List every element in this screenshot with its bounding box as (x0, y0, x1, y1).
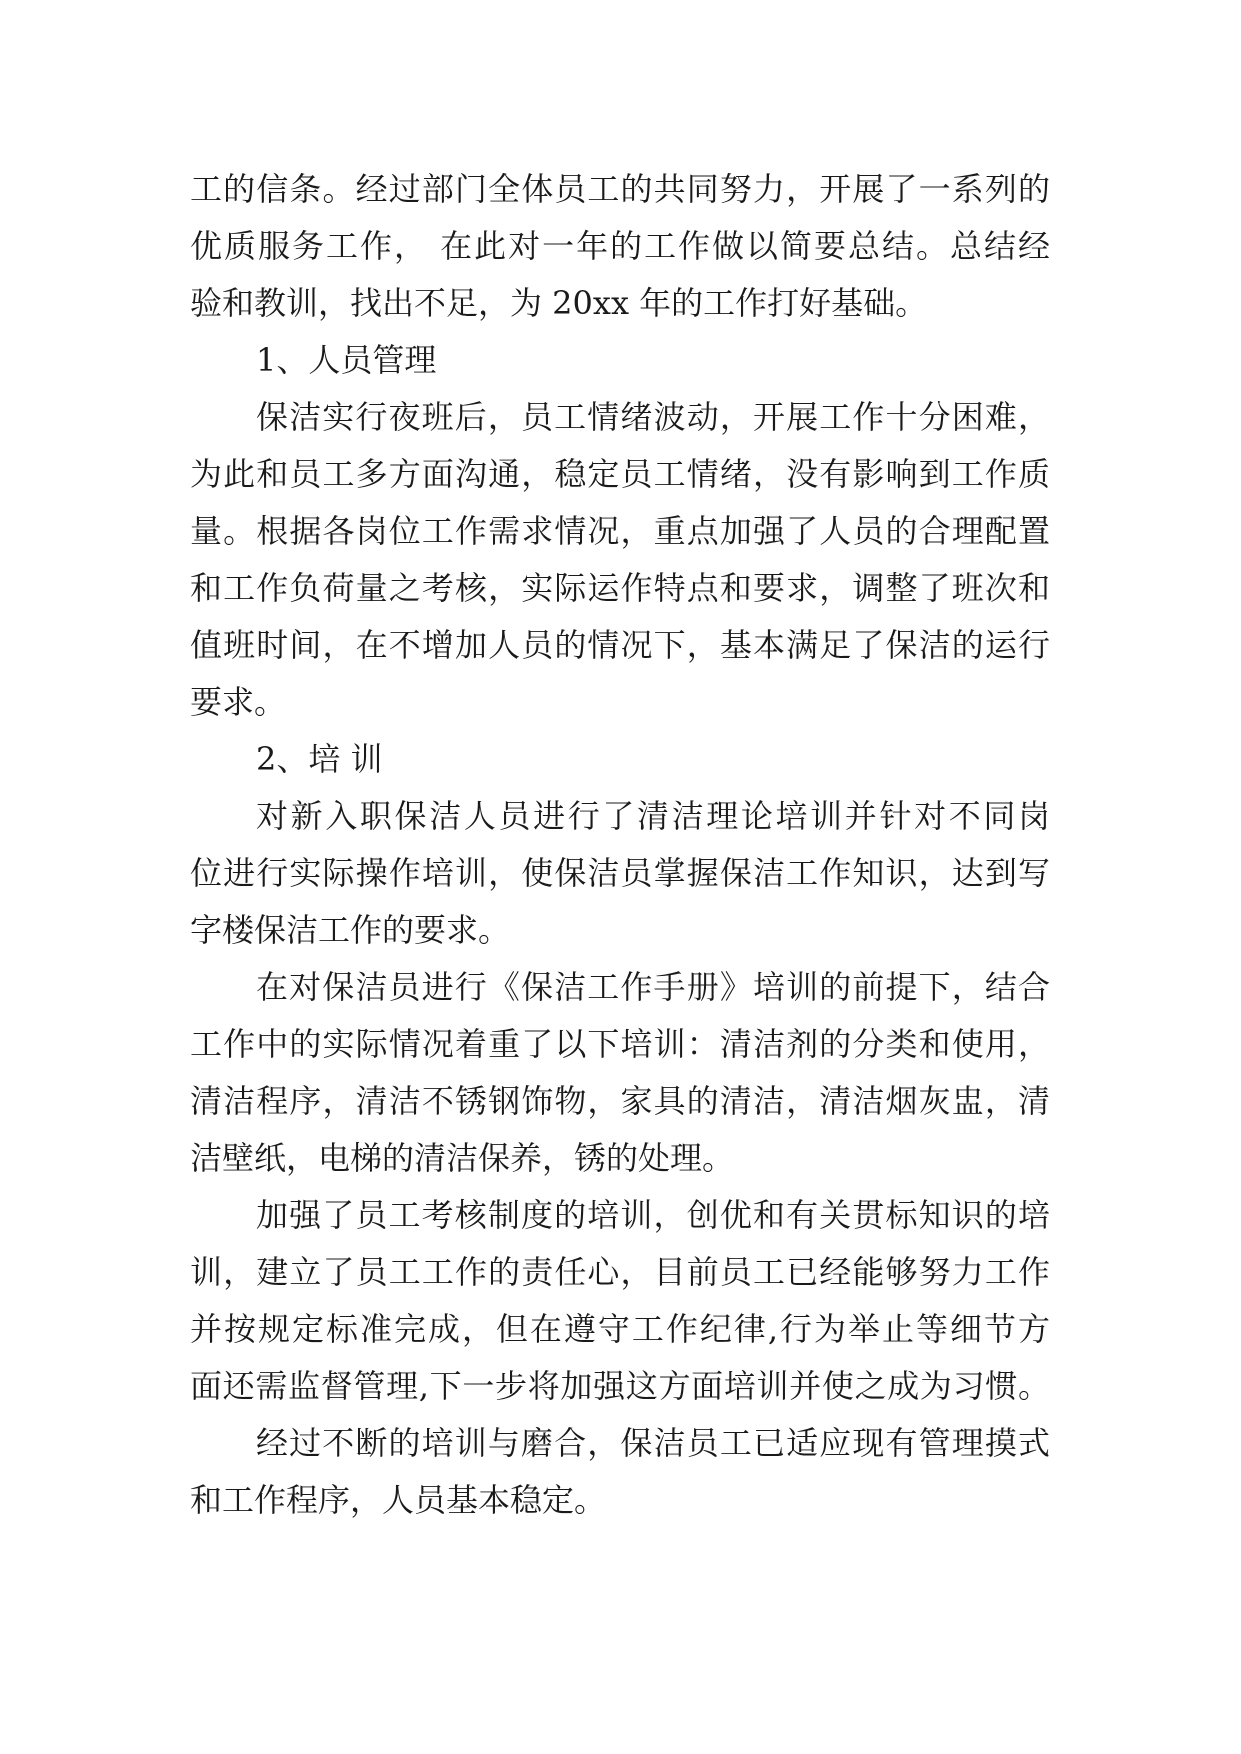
text-line: 优质服务工作， 在此对一年的工作做以简要总结。总结经 (190, 227, 1050, 265)
text-line: 工的信条。经过部门全体员工的共同努力，开展了一系列的 (190, 170, 1050, 208)
text-line: 和工作负荷量之考核，实际运作特点和要求，调整了班次和 (190, 569, 1050, 607)
section-heading: 2、培 训 (256, 740, 383, 778)
text-line: 加强了员工考核制度的培训，创优和有关贯标知识的培 (256, 1196, 1050, 1234)
text-line: 验和教训，找出不足，为 20xx 年的工作打好基础。 (190, 284, 928, 322)
text-line: 并按规定标准完成，但在遵守工作纪律,行为举止等细节方 (190, 1310, 1050, 1348)
text-line: 位进行实际操作培训，使保洁员掌握保洁工作知识，达到写 (190, 854, 1050, 892)
text-line: 工作中的实际情况着重了以下培训：清洁剂的分类和使用， (190, 1025, 1050, 1063)
text-line: 洁壁纸，电梯的清洁保养，锈的处理。 (190, 1139, 735, 1177)
text-line: 和工作程序，人员基本稳定。 (190, 1481, 607, 1519)
text-line: 面还需监督管理,下一步将加强这方面培训并使之成为习惯。 (190, 1367, 1050, 1405)
text-line: 经过不断的培训与磨合，保洁员工已适应现有管理摸式 (256, 1424, 1050, 1462)
text-line: 在对保洁员进行《保洁工作手册》培训的前提下，结合 (256, 968, 1050, 1006)
text-line: 训，建立了员工工作的责任心，目前员工已经能够努力工作 (190, 1253, 1050, 1291)
text-line: 对新入职保洁人员进行了清洁理论培训并针对不同岗 (256, 797, 1050, 835)
text-line: 值班时间，在不增加人员的情况下，基本满足了保洁的运行 (190, 626, 1050, 664)
text-line: 保洁实行夜班后，员工情绪波动，开展工作十分困难， (256, 398, 1050, 436)
text-line: 字楼保洁工作的要求。 (190, 911, 511, 949)
section-heading: 1、人员管理 (256, 341, 437, 379)
text-line: 为此和员工多方面沟通，稳定员工情绪，没有影响到工作质 (190, 455, 1050, 493)
text-line: 量。根据各岗位工作需求情况，重点加强了人员的合理配置 (190, 512, 1050, 550)
text-line: 清洁程序，清洁不锈钢饰物，家具的清洁，清洁烟灰盅，清 (190, 1082, 1050, 1120)
text-line: 要求。 (190, 683, 287, 721)
